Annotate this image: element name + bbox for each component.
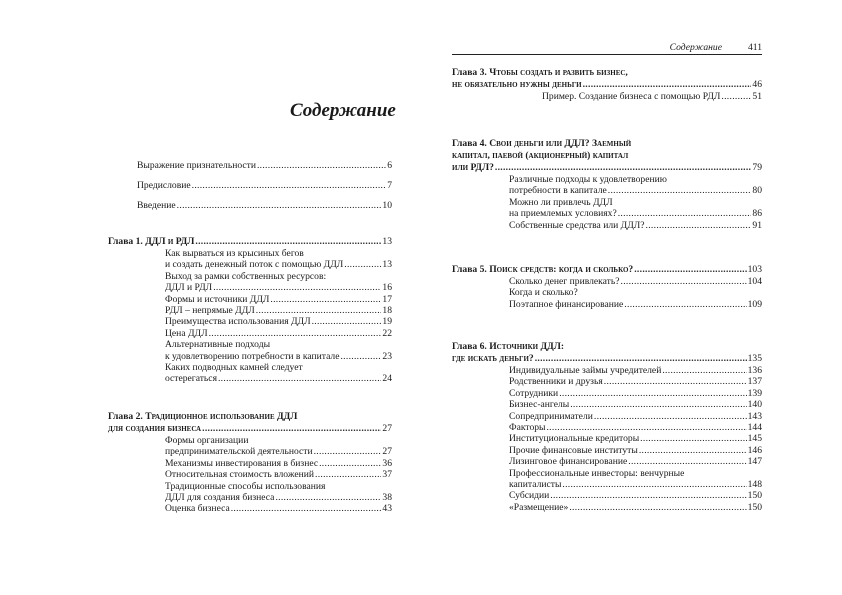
toc-entry[interactable]	[165, 271, 392, 282]
chapter-title-text: капитал, паевой (акционерный) капитал	[452, 150, 629, 161]
leader-dots	[594, 411, 747, 422]
entry-label: Индивидуальные займы учредителей	[509, 365, 662, 376]
leader-dots	[340, 351, 381, 362]
entry-label: Факторы	[509, 422, 546, 434]
toc-entry[interactable]	[509, 468, 762, 479]
chapter-title	[452, 138, 631, 149]
entry-page: 145	[747, 433, 762, 445]
chapter-5	[452, 264, 762, 310]
entry-page: 150	[747, 490, 762, 502]
entry-page: 23	[382, 350, 392, 362]
toc-entry[interactable]	[509, 365, 762, 376]
entry-label: Различные подходы к удовлетворению	[509, 174, 667, 185]
entry-page: 6	[387, 160, 392, 171]
entry-label: Когда и сколько?	[509, 287, 578, 299]
entry-label: Собственные средства или ДДЛ?	[509, 219, 645, 231]
section-list	[509, 276, 762, 310]
leader-dots	[569, 502, 746, 513]
toc-entry[interactable]	[165, 294, 392, 305]
chapter-number: Глава 4.	[452, 138, 487, 149]
chapter-number: Глава 5.	[452, 264, 487, 275]
toc-entry[interactable]	[165, 458, 392, 469]
chapter-title-text: ДДЛ и РДЛ	[145, 236, 195, 247]
leader-dots	[640, 433, 746, 444]
chapter-page: 46	[752, 79, 762, 90]
entry-label: потребности в капитале	[509, 185, 607, 197]
chapter-heading-line[interactable]	[108, 236, 392, 248]
toc-entry[interactable]	[165, 469, 392, 480]
entry-page: 146	[747, 444, 762, 456]
entry-page: 27	[382, 446, 392, 458]
leader-dots	[312, 316, 382, 327]
toc-entry[interactable]	[165, 446, 392, 457]
leader-dots	[621, 276, 747, 287]
leader-dots	[177, 196, 382, 216]
entry-label: Поэтапное финансирование	[509, 298, 624, 310]
chapter-page: 79	[752, 162, 762, 173]
chapter-heading-line[interactable]	[108, 423, 392, 435]
entry-label: Профессиональные инвесторы: венчурные	[509, 467, 685, 479]
toc-entry[interactable]	[542, 91, 762, 102]
leader-dots	[546, 422, 746, 433]
leader-dots	[315, 469, 381, 480]
toc-entry[interactable]	[509, 185, 762, 196]
leader-dots	[646, 220, 752, 231]
chapter-heading-line	[452, 67, 762, 79]
chapter-title-text: Свои деньги или ДДЛ? Заемный	[489, 138, 632, 149]
entry-page: 109	[747, 298, 762, 310]
chapter-heading-line[interactable]	[452, 162, 762, 174]
entry-label: на приемлемых условиях?	[509, 208, 617, 220]
toc-entry[interactable]	[509, 220, 762, 231]
chapter-title	[108, 423, 201, 435]
entry-page: 104	[747, 276, 762, 287]
chapter-title	[452, 264, 633, 276]
chapter-6	[452, 341, 762, 513]
entry-label: остерегаться	[165, 373, 217, 385]
entry-label: Оценка бизнеса	[165, 503, 230, 515]
entry-label: ДДЛ для создания бизнеса	[165, 492, 275, 504]
toc-entry[interactable]	[165, 503, 392, 514]
leader-dots	[202, 423, 381, 435]
entry-page: 19	[382, 316, 392, 328]
leader-dots	[639, 445, 747, 456]
toc-entry[interactable]	[165, 481, 392, 492]
entry-label: Родственники и друзья	[509, 376, 603, 388]
section-list	[509, 174, 762, 231]
entry-page: 24	[382, 373, 392, 385]
entry-page: 16	[382, 282, 392, 294]
leader-dots	[583, 79, 752, 91]
entry-label: Сотрудники	[509, 387, 559, 399]
entry-page: 51	[752, 91, 762, 102]
chapter-heading-line[interactable]	[452, 353, 762, 365]
chapter-title	[452, 353, 534, 365]
chapter-title	[108, 236, 194, 248]
entry-label: Каких подводных камней следует	[165, 362, 303, 374]
entry-label: Альтернативные подходы	[165, 339, 271, 351]
entry-label: Пример. Создание бизнеса с помощью РДЛ	[542, 91, 721, 102]
chapter-heading-line[interactable]	[452, 264, 762, 276]
chapter-heading-line[interactable]	[452, 79, 762, 91]
section-list	[165, 435, 392, 515]
leader-dots	[270, 294, 381, 305]
front-matter	[137, 156, 392, 216]
toc-entry[interactable]	[509, 388, 762, 399]
section-list	[165, 248, 392, 385]
leader-dots	[608, 185, 752, 196]
section-list	[542, 91, 762, 102]
toc-entry[interactable]	[165, 373, 392, 384]
toc-entry[interactable]	[165, 351, 392, 362]
leader-dots	[618, 208, 752, 219]
entry-label: Формы организации	[165, 435, 249, 446]
leader-dots	[257, 156, 386, 176]
leader-dots	[721, 91, 751, 102]
entry-label: Можно ли привлечь ДДЛ	[509, 196, 613, 208]
leader-dots	[634, 264, 746, 276]
chapter-title-text: или РДЛ?	[452, 162, 494, 173]
entry-page: 17	[382, 293, 392, 305]
entry-label: Выражение признательности	[137, 160, 256, 171]
entry-page: 10	[382, 200, 392, 211]
entry-page: 38	[382, 492, 392, 504]
leader-dots	[662, 365, 746, 376]
entry-label: и создать денежный поток с помощью ДДЛ	[165, 259, 344, 271]
chapter-page: 135	[747, 353, 762, 364]
leader-dots	[624, 299, 746, 310]
toc-entry[interactable]	[509, 411, 762, 422]
entry-label: Относительная стоимость вложений	[165, 469, 314, 481]
entry-label: Субсидии	[509, 490, 550, 502]
entry-page: 150	[747, 501, 762, 513]
entry-label: Выход за рамки собственных ресурсов:	[165, 270, 327, 282]
chapter-heading-line	[108, 411, 392, 423]
toc-entry[interactable]	[509, 456, 762, 467]
chapter-title-text: для создания бизнеса	[108, 423, 202, 434]
entry-label: «Размещение»	[509, 501, 569, 513]
entry-page: 43	[382, 503, 392, 515]
leader-dots	[231, 503, 382, 514]
toc-entry[interactable]	[509, 479, 762, 490]
toc-entry[interactable]	[509, 490, 762, 501]
entry-page: 136	[747, 365, 762, 376]
entry-label: Институциональные кредиторы	[509, 433, 640, 445]
toc-entry[interactable]	[165, 362, 392, 373]
toc-entry[interactable]	[165, 492, 392, 503]
entry-label: Прочие финансовые институты	[509, 444, 638, 456]
chapter-title-text: Источники ДДЛ:	[489, 341, 565, 352]
entry-page: 18	[382, 305, 392, 317]
entry-page: 140	[747, 399, 762, 411]
leader-dots	[275, 492, 381, 503]
toc-entry[interactable]	[509, 433, 762, 444]
page-number: 411	[747, 42, 762, 53]
chapter-number: Глава 6.	[452, 341, 487, 352]
toc-entry[interactable]	[509, 445, 762, 456]
chapter-title	[452, 79, 582, 91]
running-header	[452, 42, 762, 55]
chapter-3	[452, 67, 762, 102]
entry-label: Цена ДДЛ	[165, 327, 208, 339]
toc-entry[interactable]	[165, 282, 392, 293]
entry-label: Механизмы инвестирования в бизнес	[165, 457, 319, 469]
chapter-title-text: Чтобы создать и развить бизнес,	[489, 67, 628, 78]
leader-dots	[559, 388, 746, 399]
entry-page: 147	[747, 456, 762, 468]
toc-entry[interactable]	[165, 339, 392, 350]
toc-entry[interactable]	[165, 248, 392, 259]
chapter-2	[108, 411, 392, 515]
entry-page: 144	[747, 422, 762, 434]
entry-page: 13	[382, 259, 392, 271]
section-list	[509, 365, 762, 513]
leader-dots	[314, 446, 382, 457]
entry-page: 143	[747, 410, 762, 422]
toc-entry[interactable]	[137, 196, 392, 216]
leader-dots	[192, 176, 387, 196]
entry-label: Традиционные способы использования	[165, 480, 326, 492]
toc-entry[interactable]	[509, 299, 762, 310]
leader-dots	[570, 399, 746, 410]
chapter-title-text: не обязательно нужны деньги	[452, 79, 582, 90]
entry-label: Введение	[137, 200, 176, 211]
leader-dots	[344, 259, 381, 270]
toc-entry[interactable]	[509, 502, 762, 513]
leader-dots	[604, 376, 747, 387]
chapter-1	[108, 236, 392, 385]
toc-entry[interactable]	[509, 422, 762, 433]
toc-entry[interactable]	[165, 435, 392, 446]
chapter-page: 103	[747, 264, 762, 275]
entry-page: 22	[382, 327, 392, 339]
entry-page: 139	[747, 387, 762, 399]
entry-page: 148	[747, 479, 762, 491]
running-head: Содержание	[669, 42, 722, 53]
entry-label: Лизинговое финансирование	[509, 456, 628, 468]
toc-entry[interactable]	[509, 276, 762, 287]
chapter-4	[452, 138, 762, 231]
entry-label: ДДЛ и РДЛ	[165, 282, 213, 294]
entry-label: Бизнес-ангелы	[509, 399, 570, 411]
leader-dots	[218, 373, 381, 384]
chapter-number: Глава 3.	[452, 67, 487, 78]
entry-label: к удовлетворению потребности в капитале	[165, 350, 340, 362]
entry-label: Преимущества использования ДДЛ	[165, 316, 311, 328]
entry-label: Как вырваться из крысиных бегов	[165, 248, 304, 259]
chapter-title	[108, 411, 297, 422]
toc-entry[interactable]	[509, 174, 762, 185]
toc-entry[interactable]	[509, 376, 762, 387]
toc-entry[interactable]	[137, 176, 392, 196]
entry-label: Сопредприниматели	[509, 410, 593, 422]
chapter-heading-line	[452, 150, 762, 162]
entry-label: Предисловие	[137, 180, 191, 191]
toc-entry[interactable]	[165, 305, 392, 316]
chapter-title	[452, 341, 564, 352]
chapter-heading-line	[452, 341, 762, 353]
entry-page: 86	[752, 208, 762, 220]
toc-entry[interactable]	[165, 259, 392, 270]
chapter-title	[452, 150, 628, 161]
toc-entry[interactable]	[509, 287, 762, 298]
entry-page: 7	[387, 180, 392, 191]
chapter-page: 13	[382, 236, 392, 247]
entry-page: 36	[382, 457, 392, 469]
toc-entry[interactable]	[509, 399, 762, 410]
leader-dots	[628, 456, 746, 467]
chapter-number: Глава 2.	[108, 411, 143, 422]
leader-dots	[195, 236, 381, 248]
leader-dots	[535, 353, 747, 365]
toc-entry[interactable]	[509, 197, 762, 208]
leader-dots	[319, 458, 381, 469]
page-title: Содержание	[290, 100, 396, 121]
entry-label: РДЛ – непрямые ДДЛ	[165, 305, 255, 317]
entry-page: 137	[747, 376, 762, 388]
chapter-title	[452, 162, 494, 174]
chapter-title-text: Традиционное использование ДДЛ	[145, 411, 298, 422]
chapter-number: Глава 1.	[108, 236, 143, 247]
chapter-title-text: Поиск средств: когда и сколько?	[489, 264, 634, 275]
entry-label: предпринимательской деятельности	[165, 446, 313, 458]
toc-entry[interactable]	[509, 208, 762, 219]
entry-label: Сколько денег привлекать?	[509, 276, 620, 287]
leader-dots	[495, 162, 752, 174]
entry-page: 91	[752, 219, 762, 231]
entry-label: Формы и источники ДДЛ	[165, 293, 270, 305]
leader-dots	[550, 490, 746, 501]
chapter-title-text: где искать деньги?	[452, 353, 534, 364]
toc-entry[interactable]	[137, 156, 392, 176]
toc-entry[interactable]	[165, 316, 392, 327]
toc-entry[interactable]	[165, 328, 392, 339]
leader-dots	[562, 479, 746, 490]
leader-dots	[209, 328, 382, 339]
leader-dots	[213, 282, 381, 293]
entry-page: 80	[752, 185, 762, 197]
chapter-page: 27	[382, 423, 392, 434]
leader-dots	[256, 305, 382, 316]
chapter-heading-line	[452, 138, 762, 150]
entry-page: 37	[382, 469, 392, 481]
entry-label: капиталисты	[509, 479, 562, 491]
chapter-title	[452, 67, 628, 78]
